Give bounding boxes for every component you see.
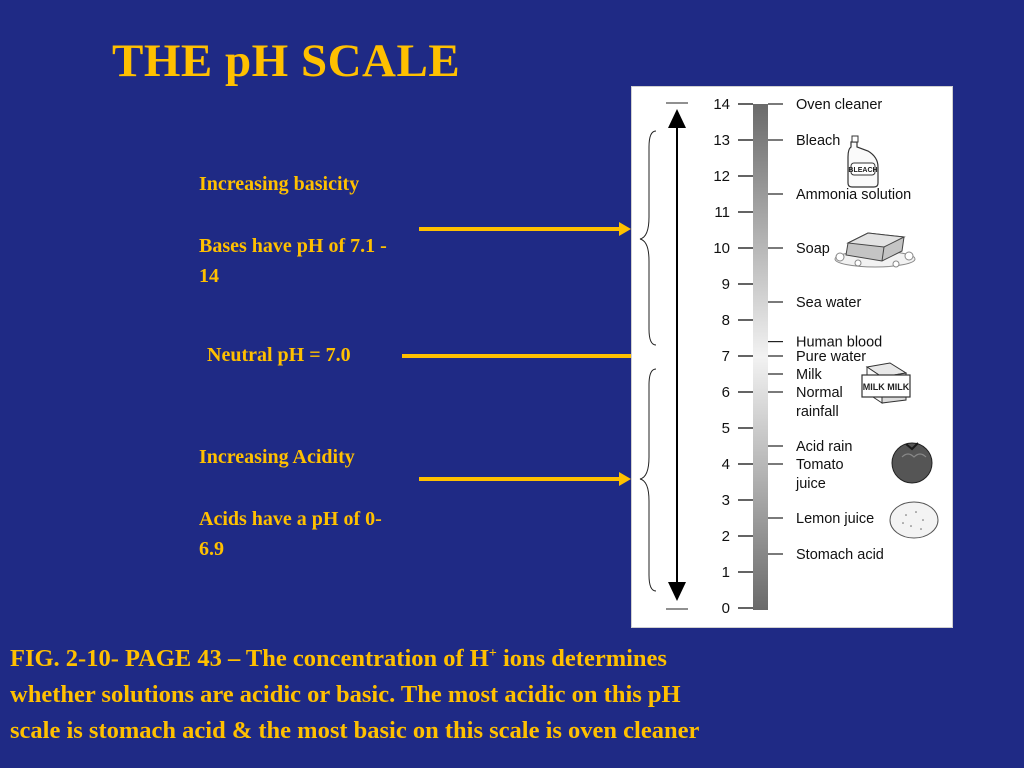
substance-label: Human blood bbox=[796, 334, 883, 351]
acids-range-line2: 6.9 bbox=[199, 538, 224, 560]
substance-label: Sea water bbox=[796, 295, 862, 311]
substance-marker bbox=[768, 349, 866, 365]
tomato-icon bbox=[892, 443, 932, 483]
basicity-heading: Increasing basicity bbox=[199, 173, 360, 195]
ph-tick-label: 10 bbox=[713, 240, 730, 257]
ph-tick-label: 14 bbox=[713, 96, 730, 113]
acids-range-line1: Acids have a pH of 0- bbox=[199, 508, 382, 530]
substance-marker bbox=[768, 133, 840, 149]
caption-line-1 bbox=[10, 641, 1010, 677]
ph-tick-label: 9 bbox=[721, 276, 730, 293]
ph-tick-label: 0 bbox=[721, 600, 730, 617]
substance-marker bbox=[768, 367, 823, 383]
substance-marker bbox=[768, 241, 830, 257]
ph-tick-label: 12 bbox=[713, 168, 730, 185]
bleach-label-text: BLEACH bbox=[848, 167, 878, 174]
substance-marker bbox=[768, 385, 843, 420]
bases-range-line1: Bases have pH of 7.1 - bbox=[199, 235, 387, 257]
substance-label: Milk bbox=[796, 367, 822, 383]
caption-superscript: + bbox=[488, 646, 497, 661]
ph-scale-svg bbox=[632, 87, 952, 627]
substance-marker bbox=[768, 511, 874, 527]
substance-label: Stomach acid bbox=[796, 547, 884, 563]
milk-carton-icon bbox=[862, 363, 910, 403]
bases-range-line2: 14 bbox=[199, 265, 219, 287]
milk-label-text: MILK MILK bbox=[862, 382, 910, 392]
upper-brace bbox=[640, 131, 656, 345]
substance-label: Ammonia solution bbox=[796, 187, 912, 203]
substance-label: juice bbox=[796, 476, 826, 492]
ph-tick-label: 2 bbox=[721, 528, 730, 545]
acidity-note bbox=[199, 442, 382, 564]
substance-marker bbox=[768, 439, 852, 455]
figure-caption bbox=[10, 641, 1010, 749]
ph-tick-label: 1 bbox=[721, 564, 730, 581]
ph-scale-figure bbox=[631, 86, 953, 628]
substance-label: Acid rain bbox=[796, 439, 853, 455]
substance-marker bbox=[768, 187, 911, 203]
substance-label: Soap bbox=[796, 241, 830, 257]
substance-marker bbox=[768, 457, 844, 492]
lower-brace bbox=[640, 369, 656, 591]
basicity-note bbox=[199, 169, 387, 291]
substance-label: Bleach bbox=[796, 133, 841, 149]
substance-label: rainfall bbox=[796, 404, 839, 420]
lemon-icon bbox=[890, 502, 938, 538]
neutral-note: Neutral pH = 7.0 bbox=[207, 344, 351, 366]
ph-tick-label: 8 bbox=[721, 312, 730, 329]
substance-label: Normal bbox=[796, 385, 843, 401]
ph-tick-label: 11 bbox=[714, 204, 730, 221]
ph-tick-label: 4 bbox=[721, 456, 730, 473]
acidity-heading: Increasing Acidity bbox=[199, 446, 355, 468]
caption-line-3: scale is stomach acid & the most basic on this scale is oven cleaner bbox=[10, 717, 700, 744]
caption-line-1-end: ions determines bbox=[496, 645, 667, 672]
soap-bar-icon bbox=[835, 233, 915, 267]
substance-label: Oven cleaner bbox=[796, 97, 883, 113]
caption-line-1-start: FIG. 2-10- PAGE 43 – The concentration of H bbox=[10, 645, 489, 672]
substance-marker bbox=[768, 97, 882, 113]
substance-label: Tomato bbox=[796, 457, 844, 473]
substance-marker bbox=[768, 295, 861, 311]
substance-label: Lemon juice bbox=[796, 511, 875, 527]
ph-tick-label: 6 bbox=[721, 384, 730, 401]
substance-label: Pure water bbox=[796, 349, 867, 365]
ph-tick-label: 5 bbox=[721, 420, 730, 437]
ph-gradient-bar bbox=[753, 104, 768, 610]
ph-tick-label: 13 bbox=[713, 132, 730, 149]
bleach-bottle-icon bbox=[848, 136, 878, 187]
ph-tick-label: 3 bbox=[721, 492, 730, 509]
substance-marker bbox=[768, 547, 884, 563]
page-title: THE pH SCALE bbox=[112, 35, 461, 87]
double-arrow bbox=[668, 109, 686, 601]
ph-tick-label: 7 bbox=[721, 348, 730, 365]
caption-line-2: whether solutions are acidic or basic. The most acidic on this pH bbox=[10, 681, 681, 708]
